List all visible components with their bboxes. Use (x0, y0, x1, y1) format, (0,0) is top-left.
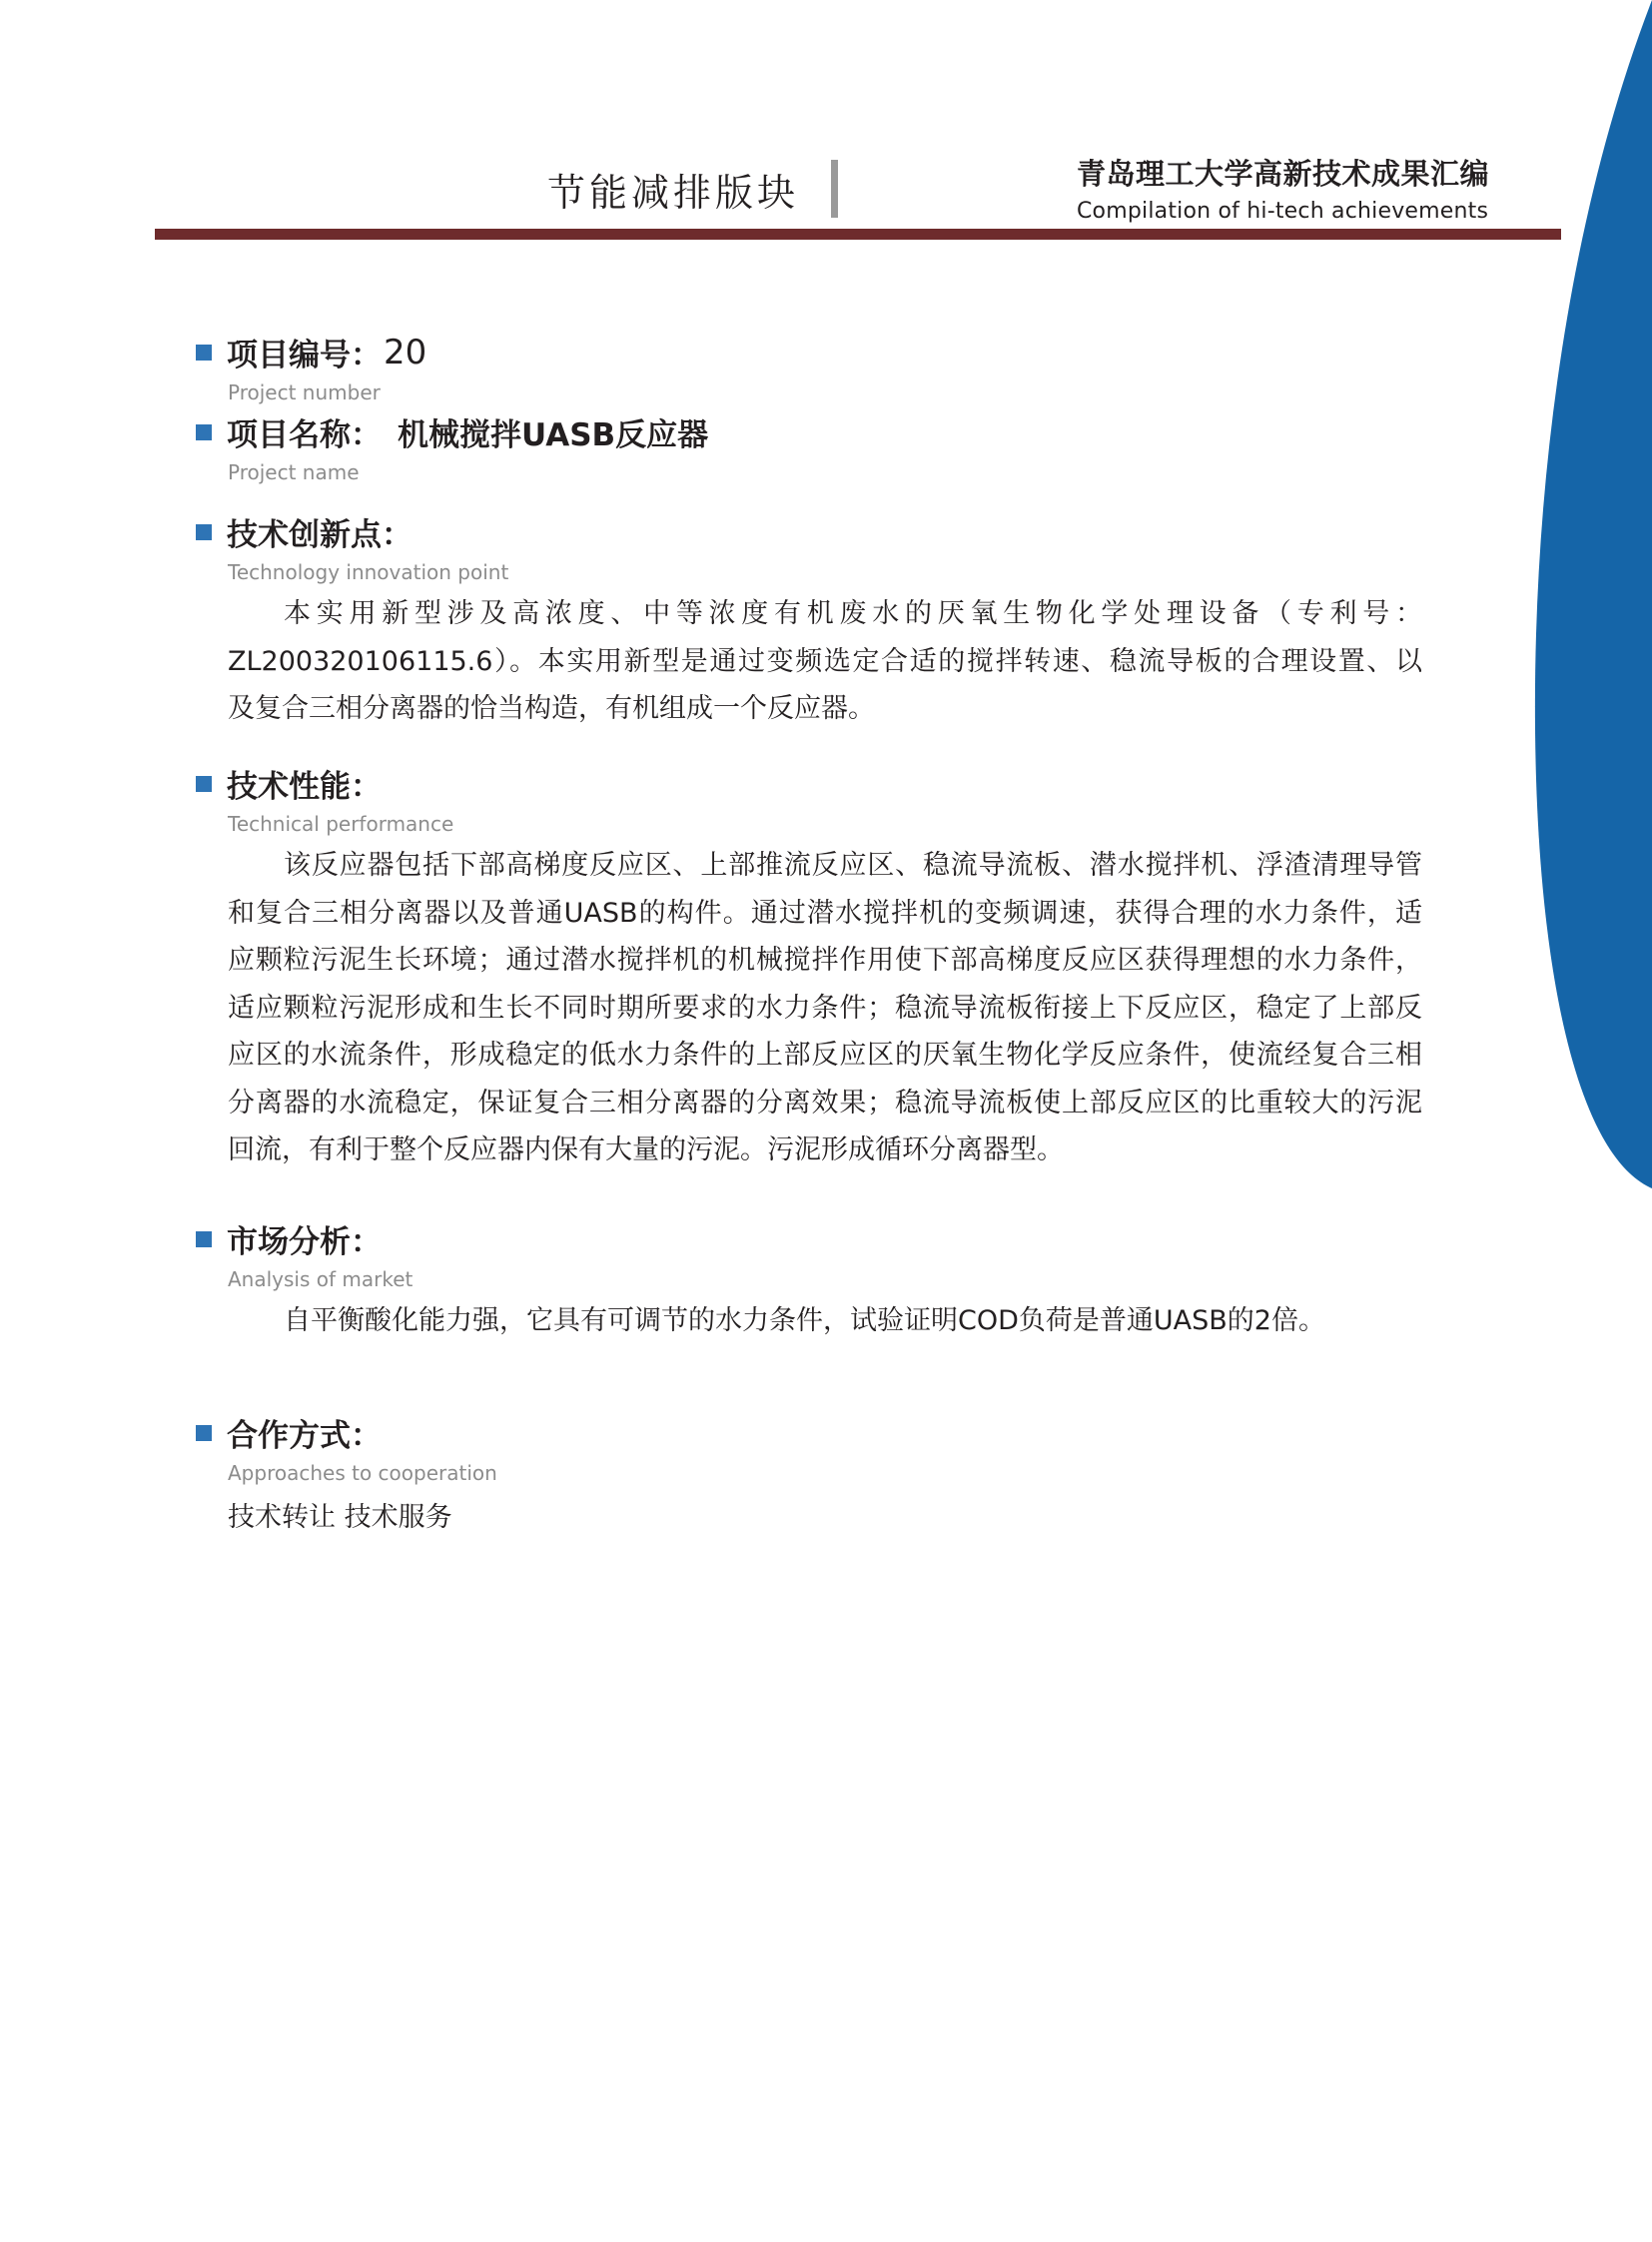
market-section (196, 1216, 1434, 1345)
paragraph-line: 应颗粒污泥生长环境；通过潜水搅拌机的机械搅拌作用使下部高梯度反应区获得理想的水力条件， (228, 945, 1422, 976)
market-paragraph (228, 1297, 1422, 1345)
cooperation-section (196, 1410, 1434, 1534)
project-number-value: 20 (384, 332, 427, 373)
bullet-square-icon (196, 424, 212, 440)
market-en: Analysis of market (228, 1267, 413, 1291)
project-name-value: 机械搅拌UASB反应器 (398, 417, 709, 453)
project-number-en: Project number (228, 380, 381, 404)
project-number-label: 项目编号： (227, 338, 382, 374)
bullet-square-icon (196, 1425, 212, 1441)
bullet-square-icon (196, 776, 212, 792)
performance-label: 技术性能： (227, 769, 382, 805)
paragraph-line: 适应颗粒污泥形成和生长不同时期所要求的水力条件；稳流导流板衔接上下反应区，稳定了上部反 (228, 992, 1422, 1024)
paragraph-line: 及复合三相分离器的恰当构造，有机组成一个反应器。 (228, 693, 875, 724)
project-name-en: Project name (228, 460, 360, 484)
market-label: 市场分析： (227, 1224, 382, 1260)
performance-section (196, 761, 1434, 1174)
section-title: 节能减排版块 (547, 171, 800, 215)
paragraph-line: ZL200320106115.6）。本实用新型是通过变频选定合适的搅拌转速、稳流导板的合理设置、以 (228, 645, 1422, 677)
paragraph-line: 该反应器包括下部高梯度反应区、上部推流反应区、稳流导流板、潜水搅拌机、浮渣清理导管 (284, 850, 1422, 881)
bullet-square-icon (196, 1231, 212, 1247)
paragraph-line: 回流，有利于整个反应器内保有大量的污泥。污泥形成循环分离器型。 (228, 1134, 1064, 1165)
innovation-label: 技术创新点： (227, 517, 413, 553)
performance-en: Technical performance (228, 812, 454, 836)
innovation-paragraph (228, 590, 1422, 733)
collection-title (1077, 152, 1489, 224)
bullet-square-icon (196, 345, 212, 361)
header-divider (831, 160, 838, 218)
performance-paragraph (228, 842, 1422, 1174)
innovation-en: Technology innovation point (228, 560, 509, 584)
header-rule (155, 229, 1561, 240)
innovation-section (196, 509, 1434, 733)
project-name-label: 项目名称： (227, 417, 382, 453)
cooperation-label: 合作方式： (227, 1418, 382, 1454)
paragraph-line: 和复合三相分离器以及普通UASB的构件。通过潜水搅拌机的变频调速，获得合理的水力条件，适 (228, 897, 1422, 929)
project-name-section (196, 409, 1434, 484)
paragraph-line: 本实用新型涉及高浓度、中等浓度有机废水的厌氧生物化学处理设备（专利号： (284, 598, 1422, 629)
cooperation-en: Approaches to cooperation (228, 1461, 497, 1485)
paragraph-line: 应区的水流条件，形成稳定的低水力条件的上部反应区的厌氧生物化学反应条件，使流经复合三相 (228, 1040, 1422, 1071)
collection-title-en: Compilation of hi-tech achievements (1077, 199, 1489, 224)
paragraph-line: 自平衡酸化能力强，它具有可调节的水力条件，试验证明COD负荷是普通UASB的2倍。 (284, 1305, 1325, 1336)
paragraph-line: 分离器的水流稳定，保证复合三相分离器的分离效果；稳流导流板使上部反应区的比重较大的污泥 (228, 1087, 1422, 1119)
cooperation-value: 技术转让 技术服务 (228, 1502, 452, 1533)
project-number-section (196, 330, 1434, 404)
bullet-square-icon (196, 524, 212, 540)
collection-title-cn: 青岛理工大学高新技术成果汇编 (1077, 157, 1490, 191)
